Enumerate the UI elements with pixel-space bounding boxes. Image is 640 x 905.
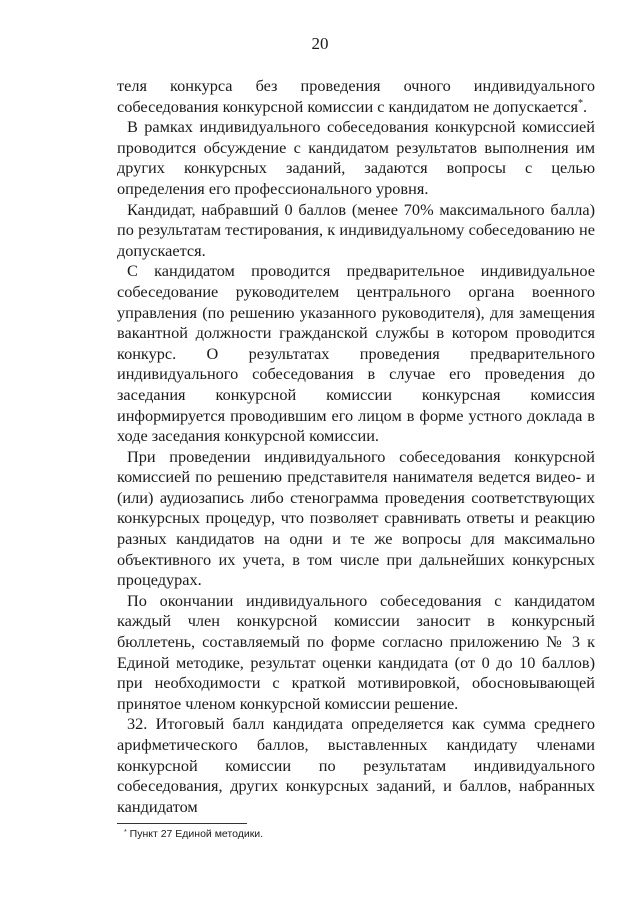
footnote-text: Пункт 27 Единой методики. [129, 828, 264, 840]
footnote [124, 828, 263, 841]
footnote-marker: * [124, 829, 127, 836]
paragraph-ballot: По окончании индивидуального собеседования с кандидатом каждый член конкурсной комиссии заносит в конкурсный бюллетень, составляемый по форме согласно приложению № 3 к Единой методике, результат оценки кандидата (от 0 до 10 баллов) при необходимости с краткой мотивировкой, обосновывающей принятое членом конкурсной комиссии решение. [117, 590, 595, 713]
paragraph-interview-discussion: В рамках индивидуального собеседования конкурсной комиссией проводится обсуждение с кандидатом результатов выполнения им других конкурсных заданий, задаются вопросы с целью определения его профессионального уровня. [117, 117, 595, 198]
footnote-divider [117, 823, 247, 824]
paragraph-zero-points: Кандидат, набравший 0 баллов (менее 70% максимального балла) по результатам тестирования, к индивидуальному собеседованию не допускается. [117, 199, 595, 260]
body-text [117, 76, 595, 817]
paragraph-video-recording: При проведении индивидуального собеседования конкурсной комиссией по решению представителя нанимателя ведется видео- и (или) аудиозапись либо стенограмма проведения соответствующих конкурсных процедур, что позволяет сравнивать ответы и реакцию разных кандидатов на одни и те же вопросы для максимально объективного их учета, в том числе при дальнейших конкурсных процедурах. [117, 446, 595, 590]
paragraph-text: теля конкурса без проведения очного индивидуального собеседования конкурсной комиссии с кандидатом не допускается [117, 76, 595, 116]
paragraph-preliminary-interview: С кандидатом проводится предварительное индивидуальное собеседование руководителем центрального органа военного управления (по решению указанного руководителя), для замещения вакантной должности гражданской службы в котором проводится конкурс. О результатах проведения предварительного индивидуального собеседования в случае его проведения до заседания конкурсной комиссии конкурсная комиссия информируется проводившим его лицом в форме устного доклада в ходе заседания конкурсной комиссии. [117, 261, 595, 446]
paragraph-final-score: 32. Итоговый балл кандидата определяется как сумма среднего арифметического баллов, выставленных кандидату членами конкурсной комиссии по результатам индивидуального собеседования, других конкурсных заданий, и баллов, набранных кандидатом [117, 714, 595, 816]
paragraph-continuation [117, 76, 595, 117]
page-number: 20 [311, 34, 329, 53]
paragraph-end-punctuation: . [583, 96, 588, 116]
footnote-marker: * [578, 97, 584, 109]
